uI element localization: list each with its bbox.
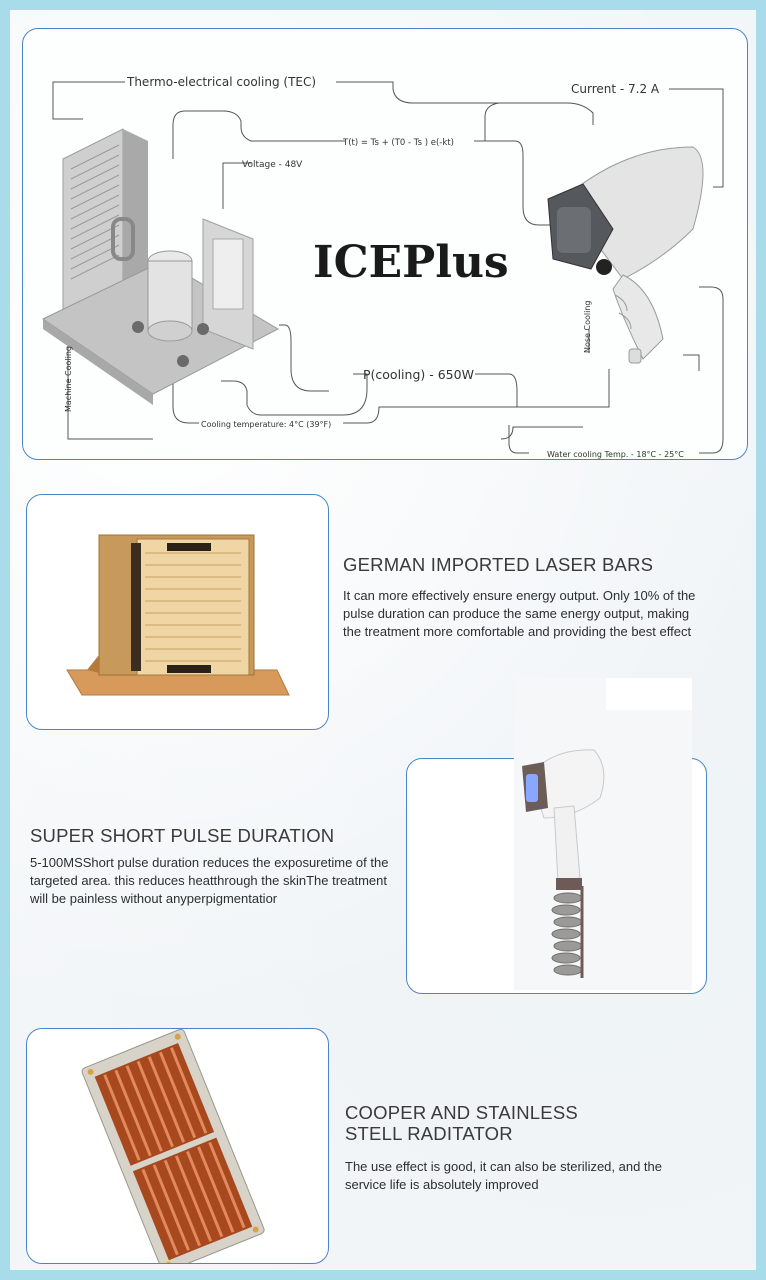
feature-title-line-1: COOPER AND STAINLESS [345, 1102, 578, 1123]
feature-pulse-duration [30, 825, 390, 908]
voltage-label: Voltage - 48V [242, 160, 303, 170]
water-temp-label: Water cooling Temp. - 18°C - 25°C [547, 450, 684, 459]
handpiece-photo [514, 678, 692, 990]
feature-body: It can more effectively ensure energy output. Only 10% of the pulse duration can produce the same energy output, making the treatment more comfortable and providing the best effect [343, 588, 696, 639]
feature-laser-bars [343, 554, 703, 641]
feature-title-line-2: STELL RADITATOR [345, 1123, 513, 1144]
feature-body: The use effect is good, it can also be sterilized, and the service life is absolutely improved [345, 1159, 663, 1192]
formula-label: T(t) = Ts + (T0 - Ts ) e(-kt) [343, 138, 454, 148]
machine-cooling-label: Machine Cooling [64, 346, 73, 412]
nose-cooling-label: Nose Cooling [583, 300, 592, 353]
cooling-diagram [23, 29, 748, 460]
cooling-temp-label: Cooling temperature: 4°C (39°F) [201, 420, 332, 429]
brand-logo-text: ICEPlus [313, 237, 509, 288]
feature-radiator [345, 1102, 705, 1194]
p-cooling-label: P(cooling) - 650W [363, 367, 474, 382]
radiator-image-card [26, 1028, 329, 1264]
laser-bar-illustration [27, 495, 329, 730]
feature-title: GERMAN IMPORTED LASER BARS [343, 554, 654, 575]
handpiece-illustration [548, 147, 703, 363]
page-sheet [10, 10, 756, 1270]
current-label: Current - 7.2 A [571, 82, 660, 96]
laser-bar-image-card [26, 494, 329, 730]
tec-label: Thermo-electrical cooling (TEC) [127, 75, 317, 89]
feature-body: 5-100MSShort pulse duration reduces the exposuretime of the targeted area. this reduces heatthrough the skinThe treatment will be painless without anyperpigmentatior [30, 855, 389, 906]
feature-title [345, 1102, 705, 1144]
cooling-unit-illustration [43, 129, 278, 405]
radiator-illustration [27, 1029, 329, 1264]
cooling-diagram-panel [22, 28, 748, 460]
feature-title: SUPER SHORT PULSE DURATION [30, 825, 335, 846]
